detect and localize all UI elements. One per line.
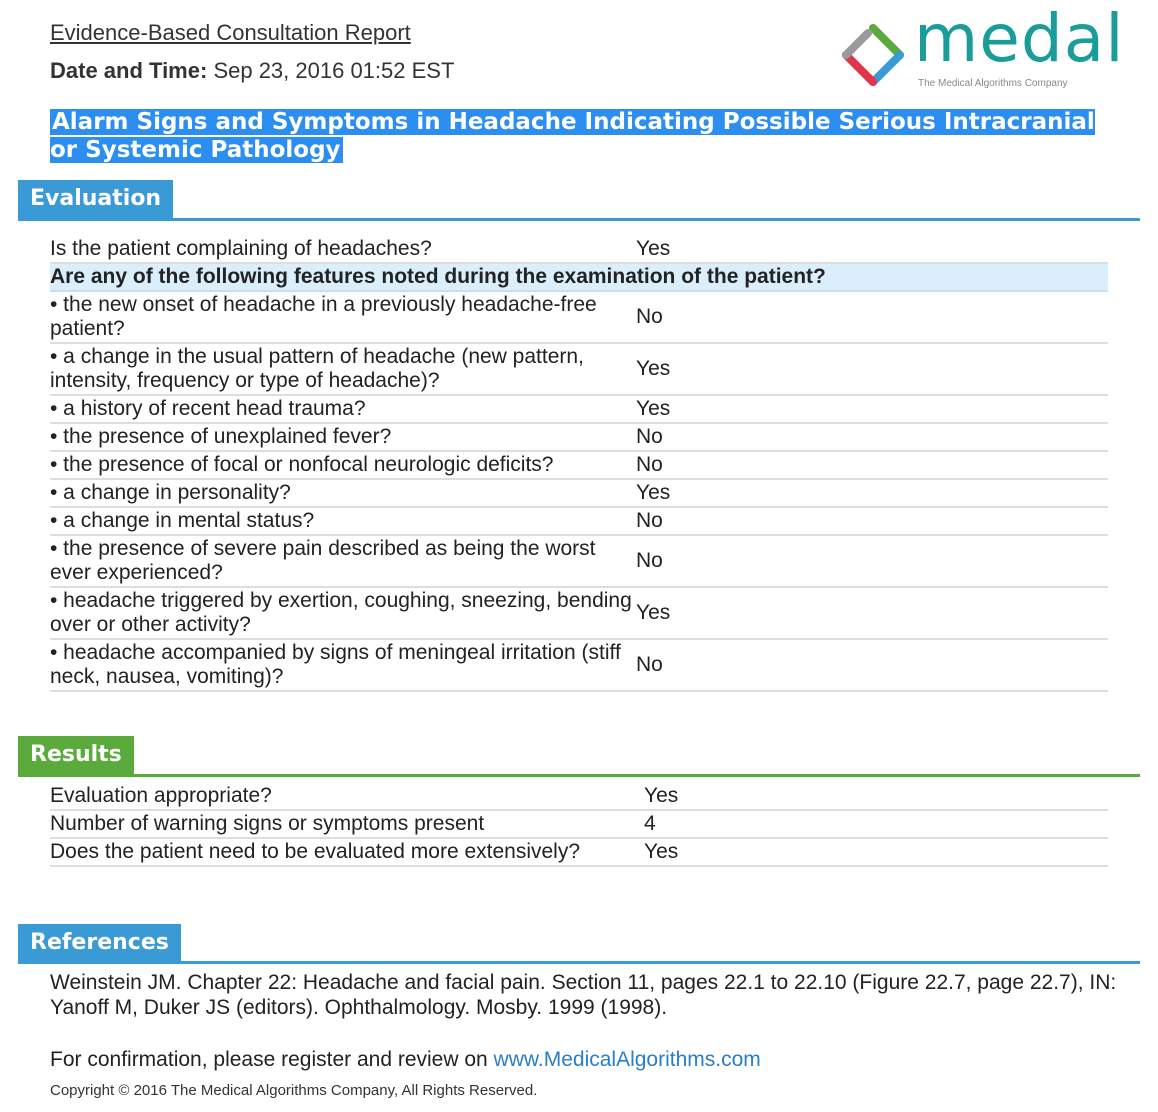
answer-cell: Yes — [644, 783, 1108, 810]
table-row — [50, 423, 1108, 451]
features-header-cell: Are any of the following features noted during the examination of the patient? — [50, 263, 1108, 291]
table-header-row — [50, 263, 1108, 291]
evaluation-section-line — [18, 218, 1140, 221]
answer-cell: No — [636, 451, 1108, 479]
question-cell: • a change in personality? — [50, 479, 636, 507]
question-cell: • headache accompanied by signs of meningeal irritation (stiff neck, nausea, vomiting)? — [50, 639, 636, 691]
results-section-tab: Results — [18, 736, 134, 774]
report-title: Evidence-Based Consultation Report — [50, 20, 411, 45]
question-cell: • the new onset of headache in a previously headache-free patient? — [50, 291, 636, 343]
medal-logo — [838, 0, 1125, 98]
table-row — [50, 343, 1108, 395]
references-section-line — [18, 961, 1140, 964]
question-cell: • a change in mental status? — [50, 507, 636, 535]
question-cell: Does the patient need to be evaluated more extensively? — [50, 838, 644, 866]
table-row — [50, 507, 1108, 535]
results-table — [50, 783, 1108, 867]
confirmation-text: For confirmation, please register and review on — [50, 1048, 494, 1071]
question-cell: • a change in the usual pattern of headache (new pattern, intensity, frequency or type of headache)? — [50, 343, 636, 395]
table-row — [50, 291, 1108, 343]
table-row — [50, 783, 1108, 810]
confirmation-line — [50, 1048, 761, 1072]
table-row — [50, 810, 1108, 838]
table-row — [50, 451, 1108, 479]
answer-cell: No — [636, 535, 1108, 587]
question-cell: • the presence of focal or nonfocal neurologic deficits? — [50, 451, 636, 479]
table-row — [50, 479, 1108, 507]
main-title[interactable] — [50, 108, 1110, 164]
question-cell: • the presence of severe pain described as being the worst ever experienced? — [50, 535, 636, 587]
answer-cell: Yes — [636, 395, 1108, 423]
question-cell: • headache triggered by exertion, coughing, sneezing, bending over or other activity? — [50, 587, 636, 639]
table-row — [50, 639, 1108, 691]
logo-wordmark: medal — [914, 0, 1125, 77]
evaluation-section-tab: Evaluation — [18, 180, 173, 218]
answer-cell: 4 — [644, 810, 1108, 838]
logo-tagline: The Medical Algorithms Company — [918, 78, 1068, 89]
table-row — [50, 587, 1108, 639]
table-row — [50, 395, 1108, 423]
answer-cell: No — [636, 639, 1108, 691]
evaluation-table — [50, 236, 1108, 692]
table-row — [50, 236, 1108, 263]
copyright-notice: Copyright © 2016 The Medical Algorithms Company, All Rights Reserved. — [50, 1082, 538, 1099]
main-title-text[interactable]: Alarm Signs and Symptoms in Headache Indicating Possible Serious Intracranial or Systemic Pathology — [50, 109, 1095, 163]
question-cell: Is the patient complaining of headaches? — [50, 236, 636, 263]
medicalalgorithms-link[interactable]: www.MedicalAlgorithms.com — [493, 1048, 761, 1071]
results-section-line — [18, 774, 1140, 777]
answer-cell: No — [636, 507, 1108, 535]
answer-cell: Yes — [636, 343, 1108, 395]
answer-cell: Yes — [636, 587, 1108, 639]
question-cell: • a history of recent head trauma? — [50, 395, 636, 423]
references-section-tab: References — [18, 924, 181, 962]
table-row — [50, 838, 1108, 866]
question-cell: Number of warning signs or symptoms present — [50, 810, 644, 838]
diamond-logo-icon — [838, 22, 908, 92]
answer-cell: Yes — [636, 479, 1108, 507]
answer-cell: No — [636, 423, 1108, 451]
date-value: Sep 23, 2016 01:52 EST — [213, 58, 455, 83]
question-cell: • the presence of unexplained fever? — [50, 423, 636, 451]
reference-citation: Weinstein JM. Chapter 22: Headache and facial pain. Section 11, pages 22.1 to 22.10 (Figure 22.7, page 22.7), IN: Yanoff M, Duker JS (editors). Ophthalmology. Mosby. 1999 (1998). — [50, 971, 1117, 1019]
date-label: Date and Time: — [50, 58, 208, 83]
question-cell: Evaluation appropriate? — [50, 783, 644, 810]
date-line — [50, 58, 454, 84]
answer-cell: Yes — [644, 838, 1108, 866]
answer-cell: Yes — [636, 236, 1108, 263]
answer-cell: No — [636, 291, 1108, 343]
table-row — [50, 535, 1108, 587]
